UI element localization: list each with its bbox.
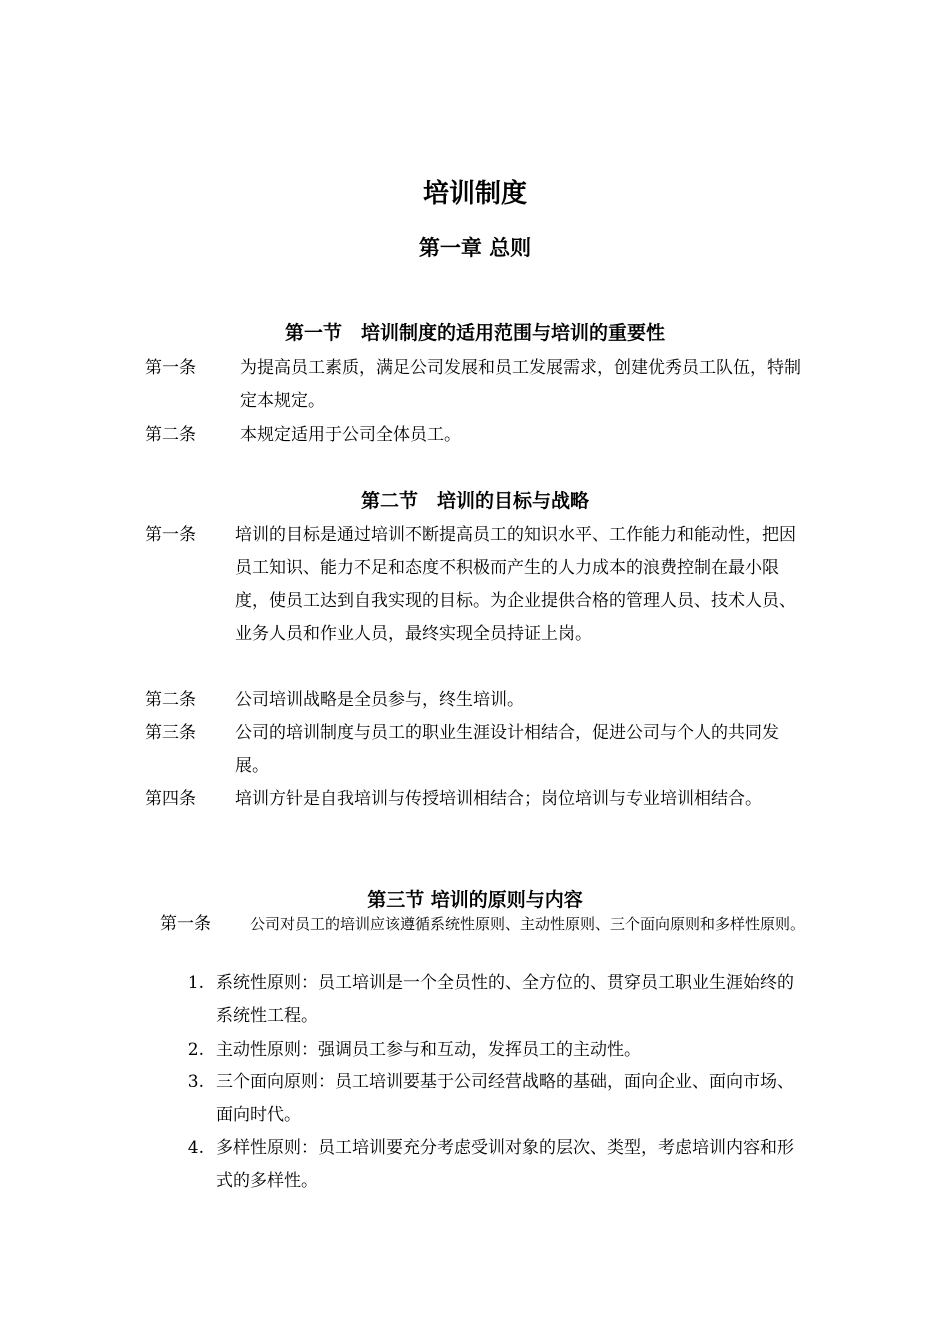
item-number: 3. <box>187 1072 204 1092</box>
section-3-title: 第三节 培训的原则与内容 <box>367 889 583 911</box>
item-text: 多样性原则：员工培训要充分考虑受训对象的层次、类型，考虑培训内容和形式的多样性。 <box>216 1138 794 1191</box>
principle-item-4 <box>180 1132 810 1198</box>
section-2-article-2 <box>145 684 810 717</box>
article-text: 公司培训战略是全员参与，终生培训。 <box>235 690 524 710</box>
document-title: 培训制度 <box>422 179 527 209</box>
item-text: 主动性原则：强调员工参与和互动，发挥员工的主动性。 <box>216 1040 641 1060</box>
article-text: 培训的目标是通过培训不断提高员工的知识水平、工作能力和能动性，把因员工知识、能力不足和态度不积极而产生的人力成本的浪费控制在最小限度，使员工达到自我实现的目标。为企业提供合格的管理人员、技术人员、业务人员和作业人员，最终实现全员持证上岗。 <box>235 525 796 644</box>
item-number: 4. <box>187 1138 204 1158</box>
article-label: 第一条 <box>160 914 211 934</box>
article-label: 第一条 <box>145 358 196 378</box>
article-text: 培训方针是自我培训与传授培训相结合；岗位培训与专业培训相结合。 <box>235 789 762 809</box>
section-2-article-1 <box>145 519 810 684</box>
principle-item-2 <box>180 1034 810 1067</box>
section-1-article-1 <box>145 352 810 418</box>
principle-item-3 <box>180 1066 810 1132</box>
section-3-article-1 <box>160 911 810 963</box>
item-text: 三个面向原则：员工培训要基于公司经营战略的基础，面向企业、面向市场、面向时代。 <box>216 1072 794 1125</box>
item-text: 系统性原则：员工培训是一个全员性的、全方位的、贯穿员工职业生涯始终的系统性工程。 <box>216 973 794 1026</box>
article-text: 公司的培训制度与员工的职业生涯设计相结合，促进公司与个人的共同发展。 <box>235 723 779 776</box>
section-2-article-4 <box>145 783 810 849</box>
section-2-article-3 <box>145 717 810 783</box>
item-number: 1. <box>187 973 204 993</box>
section-2-title: 第二节 培训的目标与战略 <box>360 490 589 512</box>
article-label: 第三条 <box>145 723 196 743</box>
article-label: 第二条 <box>145 425 196 445</box>
article-label: 第四条 <box>145 789 196 809</box>
chapter-title: 第一章 总则 <box>418 236 532 260</box>
article-text: 本规定适用于公司全体员工。 <box>240 425 461 445</box>
article-label: 第一条 <box>145 525 196 545</box>
article-text: 为提高员工素质，满足公司发展和员工发展需求，创建优秀员工队伍，特制定本规定。 <box>240 358 801 411</box>
section-1-title: 第一节 培训制度的适用范围与培训的重要性 <box>284 322 665 344</box>
principle-item-1 <box>180 967 810 1033</box>
item-number: 2. <box>187 1040 204 1060</box>
article-text: 公司对员工的培训应该遵循系统性原则、主动性原则、三个面向原则和多样性原则。 <box>250 915 806 933</box>
article-label: 第二条 <box>145 690 196 710</box>
section-1-article-2 <box>145 419 810 452</box>
